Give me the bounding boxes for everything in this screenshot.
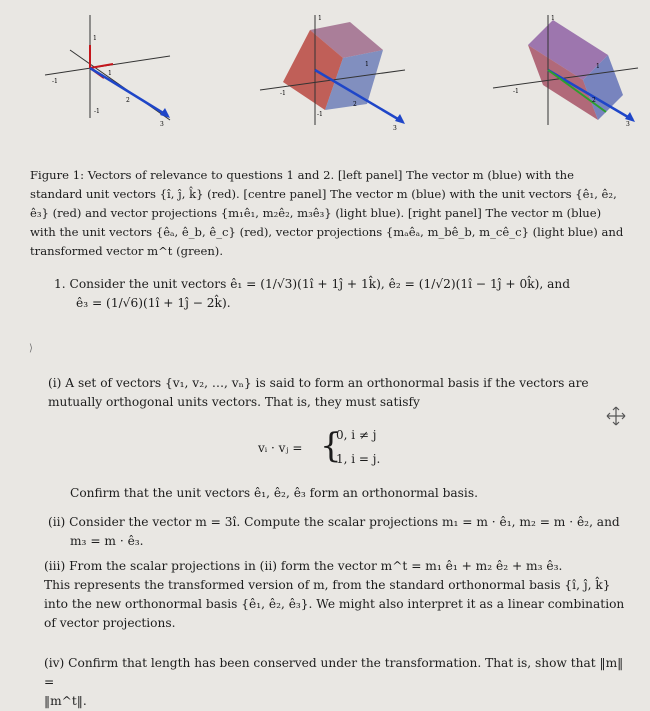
eq-lhs: vᵢ · vⱼ = — [258, 441, 303, 455]
part-i — [48, 374, 628, 412]
orthonormal-condition — [258, 424, 418, 474]
tick-1-y: 1 — [318, 15, 322, 22]
tick-2: 2 — [592, 97, 596, 104]
tick-neg1-y: -1 — [94, 108, 100, 115]
part-i-text: (i) A set of vectors {v₁, v₂, …, vₙ} is said to form an orthonormal basis if the vectors are mutually orthogonal units vectors. That is, they must satisfy — [48, 376, 589, 409]
case-1: 0, i ≠ j — [336, 428, 377, 442]
tick-1-y: 1 — [551, 15, 555, 22]
move-cursor-icon — [606, 406, 626, 426]
margin-mark: ⟩ — [29, 343, 33, 354]
part-i-confirm: Confirm that the unit vectors ê₁, ê₂, ê₃ form an orthonormal basis. — [70, 486, 478, 500]
tick-neg1-x: -1 — [52, 78, 58, 85]
question-1-e3: ê₃ = (1/√6)(1î + 1ĵ − 2k̂). — [76, 296, 231, 310]
figure-caption: Figure 1: Vectors of relevance to questions 1 and 2. [left panel] The vector m (blue) with the standard unit vectors {î, ĵ, k̂} (red). [centre panel] The vector m (blue) with the unit vectors {ê₁, ê₂, ê₃} (red) and vector projections {m₁ê₁, m₂ê₂, m₃ê₃} (light blue). [right panel] The vector m (blue) with the unit vectors {êₐ, ê_b, ê_c} (red), vector projections {mₐêₐ, m_bê_b, m_cê_c} (light blue) and transformed vector m^t (green). — [30, 168, 624, 258]
tick-1-x: 1 — [596, 63, 600, 70]
part-iv-line1: (iv) Confirm that length has been conserved under the transformation. That is, show that ‖m‖ = — [44, 656, 624, 689]
tick-2: 2 — [126, 97, 130, 104]
tick-3: 3 — [393, 125, 397, 132]
part-ii-line1: (ii) Consider the vector m = 3î. Compute the scalar projections m₁ = m · ê₁, m₂ = m · ê₂, and — [48, 515, 620, 529]
tick-1-y: 1 — [93, 35, 97, 42]
part-ii — [48, 513, 633, 551]
part-iii-line1: (iii) From the scalar projections in (ii) form the vector m^t = m₁ ê₁ + m₂ ê₂ + m₃ ê₃. — [44, 559, 563, 573]
vector-m-arrowhead — [160, 108, 170, 118]
vector-m — [90, 68, 168, 116]
part-iv-line2: ‖m^t‖. — [44, 694, 87, 708]
tick-neg1: -1 — [513, 88, 519, 95]
left-panel-figure — [40, 0, 200, 130]
part-iv — [44, 654, 634, 711]
vector-m-arrowhead — [395, 114, 405, 124]
part-ii-line2: m₃ = m · ê₃. — [70, 534, 144, 548]
tick-neg1-b: -1 — [317, 111, 323, 118]
case-2: 1, i = j. — [336, 452, 381, 466]
tick-3: 3 — [626, 121, 630, 128]
part-iii-line2: This represents the transformed version of m, from the standard orthonormal basis {î, ĵ, k̂} into the new orthonormal basis {ê₁, ê₂, ê₃}. We might also interpret it as a linear combination of vector projections. — [44, 578, 625, 630]
question-1-intro: 1. Consider the unit vectors ê₁ = (1/√3)(1î + 1ĵ + 1k̂), ê₂ = (1/√2)(1î − 1ĵ + 0k̂), and — [54, 277, 571, 291]
tick-3: 3 — [160, 121, 164, 128]
part-iii — [44, 557, 634, 633]
tick-2: 2 — [353, 101, 357, 108]
centre-panel-figure — [255, 0, 415, 135]
right-panel-figure — [488, 0, 650, 135]
tick-1-x: 1 — [108, 70, 112, 77]
tick-neg1: -1 — [280, 90, 286, 97]
brace: { — [320, 426, 342, 466]
question-1 — [54, 275, 614, 313]
tick-1-x: 1 — [365, 61, 369, 68]
